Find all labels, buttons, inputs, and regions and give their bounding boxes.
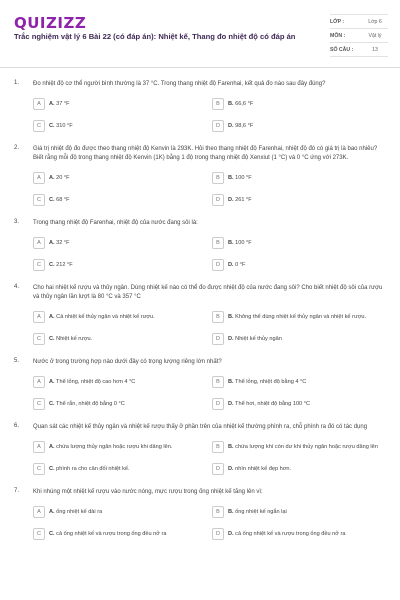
option-letter-box[interactable]: B — [212, 506, 224, 518]
option-label: cả ống nhiệt kế và rượu trong ống đều nở ra — [56, 531, 167, 537]
option-marker: B. — [228, 175, 234, 181]
answer-option[interactable] — [33, 527, 206, 541]
meta-row — [330, 15, 388, 29]
option-marker: C. — [49, 123, 55, 129]
question-list — [0, 80, 400, 553]
question-number: 2. — [14, 145, 20, 151]
option-text — [228, 174, 252, 182]
option-label: 37 °F — [56, 101, 70, 107]
option-letter-box[interactable]: B — [212, 237, 224, 249]
meta-label: SỐ CÂU : — [330, 46, 354, 53]
option-text — [49, 443, 172, 451]
option-letter-box[interactable]: A — [33, 237, 45, 249]
option-letter-box[interactable]: C — [33, 528, 45, 540]
answer-option[interactable] — [212, 440, 385, 454]
worksheet-title: Trắc nghiệm vật lý 6 Bài 22 (có đáp án): Nhiệt kế, Thang đo nhiệt độ có đáp án — [14, 32, 296, 41]
question-text: Quan sát các nhiệt kế thủy ngân và nhiệt kế rượu thấy ở phần trên của nhiệt kế thường phình ra, chỗ phình ra đó có tác dụng — [33, 424, 368, 430]
option-label: 100 °F — [235, 175, 252, 181]
option-label: 32 °F — [56, 240, 70, 246]
answer-options — [33, 310, 385, 346]
option-marker: C. — [49, 336, 55, 342]
option-text — [49, 530, 166, 538]
question-number: 7. — [14, 488, 20, 494]
answer-options — [33, 236, 385, 272]
option-letter-box[interactable]: C — [33, 120, 45, 132]
question-item — [0, 358, 400, 411]
question-text: Đo nhiệt độ cơ thể người bình thường là 37 °C. Trong thang nhiệt độ Farenhai, kết quả đo nào sau đây đúng? — [33, 81, 326, 87]
option-letter-box[interactable]: C — [33, 398, 45, 410]
option-marker: C. — [49, 531, 55, 537]
option-label: Cả nhiệt kế thủy ngân và nhiệt kế rượu. — [56, 314, 155, 320]
option-text — [49, 335, 92, 343]
option-label: 310 °F — [56, 123, 73, 129]
answer-option[interactable] — [212, 375, 385, 389]
option-letter-box[interactable]: D — [212, 259, 224, 271]
option-label: Nhiệt kế thủy ngân — [235, 336, 282, 342]
option-letter-box[interactable]: C — [33, 194, 45, 206]
option-letter-box[interactable]: A — [33, 172, 45, 184]
option-label: 261 °F — [235, 197, 252, 203]
option-marker: A. — [49, 101, 55, 107]
question-number: 3. — [14, 219, 20, 225]
question-text: Khi nhúng một nhiệt kế rượu vào nước nóng, mực rượu trong ống nhiệt kế tăng lên vì: — [33, 489, 263, 495]
option-label: 100 °F — [235, 240, 252, 246]
option-label: ống nhiệt kế dài ra — [56, 509, 103, 515]
option-text — [228, 122, 253, 130]
option-marker: B. — [228, 444, 234, 450]
answer-option[interactable] — [33, 193, 206, 207]
option-marker: A. — [49, 509, 55, 515]
option-marker: B. — [228, 379, 234, 385]
option-text — [228, 313, 366, 321]
answer-option[interactable] — [33, 97, 206, 111]
option-label: Thể lỏng, nhiệt độ cao hơn 4 °C — [56, 379, 136, 385]
option-label: Thể lỏng, nhiệt độ bằng 4 °C — [235, 379, 307, 385]
question-text: Trong thang nhiệt độ Farenhai, nhiệt độ của nước đang sôi là: — [33, 220, 198, 226]
option-letter-box[interactable]: A — [33, 98, 45, 110]
option-text — [49, 400, 125, 408]
question-number: 5. — [14, 358, 20, 364]
answer-option[interactable] — [212, 97, 385, 111]
option-marker: D. — [228, 336, 234, 342]
answer-option[interactable] — [33, 397, 206, 411]
option-label: Nhiệt kế rượu. — [56, 336, 93, 342]
option-marker: B. — [228, 240, 234, 246]
meta-value: Vật lý — [368, 32, 382, 39]
option-marker: D. — [228, 531, 234, 537]
option-text — [49, 378, 135, 386]
answer-options — [33, 171, 385, 207]
answer-option[interactable] — [33, 375, 206, 389]
option-marker: C. — [49, 401, 55, 407]
option-text — [49, 313, 155, 321]
question-text: Giá trị nhiệt độ đo được theo thang nhiệt độ Kenvin là 293K. Hỏi theo thang nhiệt độ Farenhai, nhiệt độ đó có giá trị là bao nhiêu? Biết rằng mỗi độ trong thang nhiệt độ Kenvin (1K) bằng 1 độ trong thang nhiệt độ Xenxiut (1 °C) và 0 °C ứng với 273K. — [33, 146, 378, 161]
answer-options — [33, 375, 385, 411]
option-text — [49, 100, 70, 108]
option-label: Không thể dùng nhiệt kế thủy ngân và nhiệt kế rượu. — [235, 314, 367, 320]
question-item — [0, 488, 400, 541]
answer-option[interactable] — [212, 171, 385, 185]
option-marker: D. — [228, 197, 234, 203]
answer-option[interactable] — [33, 332, 206, 346]
option-letter-box[interactable]: A — [33, 441, 45, 453]
answer-option[interactable] — [212, 119, 385, 133]
option-label: phình ra cho cân đối nhiệt kế. — [56, 466, 130, 472]
option-marker: A. — [49, 175, 55, 181]
option-text — [49, 239, 70, 247]
option-text — [228, 400, 310, 408]
option-text — [49, 174, 70, 182]
answer-option[interactable] — [33, 171, 206, 185]
option-letter-box[interactable]: A — [33, 506, 45, 518]
option-letter-box[interactable]: D — [212, 120, 224, 132]
option-text — [228, 196, 252, 204]
option-letter-box[interactable]: B — [212, 311, 224, 323]
answer-options — [33, 97, 385, 133]
option-marker: A. — [49, 379, 55, 385]
option-letter-box[interactable]: C — [33, 463, 45, 475]
meta-row — [330, 29, 388, 43]
answer-option[interactable] — [33, 505, 206, 519]
option-label: Thể rắn, nhiệt độ bằng 0 °C — [56, 401, 125, 407]
option-text — [49, 122, 73, 130]
option-text — [228, 508, 287, 516]
option-marker: D. — [228, 262, 234, 268]
option-label: 20 °F — [56, 175, 70, 181]
worksheet-meta-table — [330, 14, 388, 57]
answer-option[interactable] — [212, 193, 385, 207]
option-label: 0 °F — [235, 262, 246, 268]
answer-option[interactable] — [33, 258, 206, 272]
answer-option[interactable] — [33, 119, 206, 133]
option-label: 212 °F — [56, 262, 73, 268]
option-marker: D. — [228, 401, 234, 407]
quizizz-logo: QUIZIZZ — [14, 14, 87, 32]
answer-option[interactable] — [212, 332, 385, 346]
option-marker: D. — [228, 123, 234, 129]
option-letter-box[interactable]: C — [33, 259, 45, 271]
option-marker: C. — [49, 197, 55, 203]
option-label: 68 °F — [56, 197, 70, 203]
answer-option[interactable] — [33, 462, 206, 476]
option-text — [228, 335, 282, 343]
option-label: cả ống nhiệt kế và rượu trong ống đều nở ra — [235, 531, 346, 537]
answer-option[interactable] — [212, 258, 385, 272]
option-letter-box[interactable]: B — [212, 98, 224, 110]
option-label: 98,6 °F — [235, 123, 254, 129]
option-letter-box[interactable]: B — [212, 172, 224, 184]
answer-options — [33, 505, 385, 541]
question-item — [0, 423, 400, 476]
answer-option[interactable] — [212, 505, 385, 519]
option-letter-box[interactable]: A — [33, 311, 45, 323]
option-text — [228, 378, 306, 386]
option-letter-box[interactable]: B — [212, 441, 224, 453]
option-marker: A. — [49, 444, 55, 450]
question-number: 1. — [14, 80, 20, 86]
answer-option[interactable] — [212, 462, 385, 476]
question-text: Cho hai nhiệt kế rượu và thủy ngân. Dùng nhiệt kế nào có thể đo được nhiệt độ của nước đang sôi? Cho biết nhiệt độ sôi của rượu và thủy ngân lần lượt là 80 °C và 357 °C — [33, 285, 383, 300]
question-item — [0, 145, 400, 207]
meta-label: MÔN : — [330, 32, 346, 39]
question-item — [0, 284, 400, 346]
option-letter-box[interactable]: D — [212, 528, 224, 540]
option-label: Thể hơi, nhiệt độ bằng 100 °C — [235, 401, 310, 407]
option-marker: B. — [228, 509, 234, 515]
meta-value: Lớp 6 — [368, 18, 382, 25]
option-marker: C. — [49, 466, 55, 472]
option-text — [49, 261, 73, 269]
option-letter-box[interactable]: C — [33, 333, 45, 345]
option-label: nhìn nhiệt kế đẹp hơn. — [235, 466, 292, 472]
option-label: 66,6 °F — [235, 101, 254, 107]
option-text — [228, 530, 345, 538]
question-item — [0, 219, 400, 272]
option-text — [49, 196, 70, 204]
option-text — [228, 239, 252, 247]
answer-option[interactable] — [212, 236, 385, 250]
option-text — [49, 508, 102, 516]
option-marker: B. — [228, 101, 234, 107]
option-letter-box[interactable]: D — [212, 194, 224, 206]
question-number: 6. — [14, 423, 20, 429]
option-letter-box[interactable]: D — [212, 398, 224, 410]
answer-option[interactable] — [33, 236, 206, 250]
meta-value: 13 — [372, 46, 378, 53]
meta-label: LỚP : — [330, 18, 345, 25]
option-marker: A. — [49, 314, 55, 320]
option-text — [228, 465, 291, 473]
option-letter-box[interactable]: A — [33, 376, 45, 388]
option-letter-box[interactable]: D — [212, 463, 224, 475]
option-label: chứa lượng thủy ngân hoặc rượu khi dâng lên. — [56, 444, 173, 450]
option-letter-box[interactable]: D — [212, 333, 224, 345]
worksheet-header — [0, 0, 400, 68]
answer-option[interactable] — [212, 310, 385, 324]
option-marker: B. — [228, 314, 234, 320]
option-marker: D. — [228, 466, 234, 472]
answer-options — [33, 440, 385, 476]
question-text: Nước ở trong trường hợp nào dưới đây có trọng lượng riêng lớn nhất? — [33, 359, 222, 365]
option-marker: A. — [49, 240, 55, 246]
option-marker: C. — [49, 262, 55, 268]
option-label: ống nhiệt kế ngắn lại — [235, 509, 287, 515]
question-number: 4. — [14, 284, 20, 290]
option-text — [49, 465, 130, 473]
answer-option[interactable] — [33, 310, 206, 324]
option-text — [228, 261, 245, 269]
answer-option[interactable] — [212, 397, 385, 411]
answer-option[interactable] — [33, 440, 206, 454]
option-text — [228, 100, 253, 108]
question-item — [0, 80, 400, 133]
option-label: chứa lượng khí còn dư khi thủy ngân hoặc rượu dâng lên — [235, 444, 378, 450]
option-text — [228, 443, 378, 451]
meta-row — [330, 43, 388, 57]
option-letter-box[interactable]: B — [212, 376, 224, 388]
answer-option[interactable] — [212, 527, 385, 541]
